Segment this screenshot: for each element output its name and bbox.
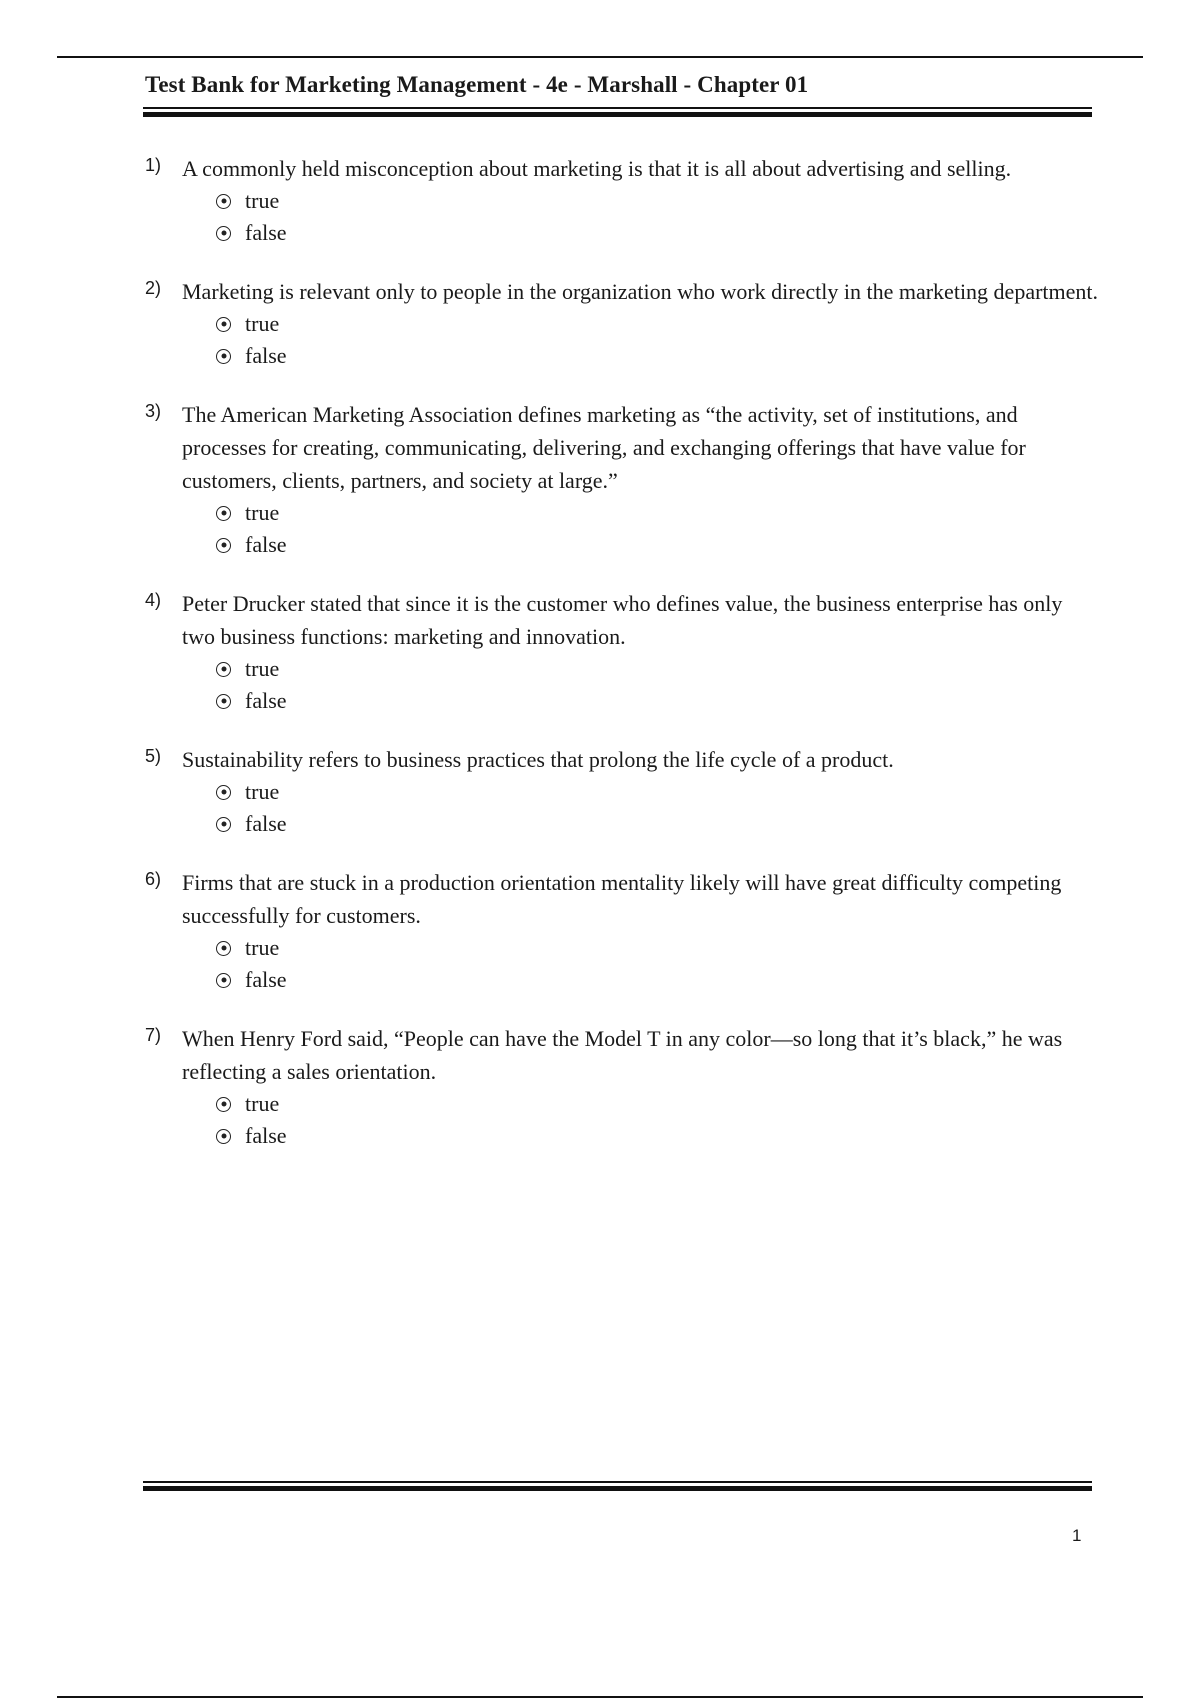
option-label: false: [245, 220, 287, 245]
answer-options: [216, 932, 1100, 996]
question-number: 1): [145, 155, 162, 175]
option-label: true: [245, 656, 280, 681]
answer-options: [216, 497, 1100, 561]
option-true[interactable]: [216, 497, 1100, 529]
radio-button-icon[interactable]: [216, 1097, 231, 1112]
option-false[interactable]: [216, 1120, 1100, 1152]
answer-options: [216, 308, 1100, 372]
question-number: 7): [145, 1025, 162, 1045]
radio-button-icon[interactable]: [216, 973, 231, 988]
question-7: [145, 1022, 1100, 1152]
option-false[interactable]: [216, 529, 1100, 561]
radio-button-icon[interactable]: [216, 226, 231, 241]
option-false[interactable]: [216, 340, 1100, 372]
question-number: 5): [145, 746, 162, 766]
radio-button-icon[interactable]: [216, 349, 231, 364]
option-true[interactable]: [216, 653, 1100, 685]
option-label: true: [245, 935, 280, 960]
option-true[interactable]: [216, 308, 1100, 340]
option-false[interactable]: [216, 217, 1100, 249]
question-4: [145, 587, 1100, 717]
question-number: 2): [145, 278, 162, 298]
question-number: 4): [145, 590, 162, 610]
answer-options: [216, 776, 1100, 840]
option-label: false: [245, 343, 287, 368]
question-1: [145, 152, 1100, 249]
question-number: 6): [145, 869, 162, 889]
question-2: [145, 275, 1100, 372]
page-number: 1: [1072, 1526, 1082, 1545]
question-5: [145, 743, 1100, 840]
radio-button-icon[interactable]: [216, 817, 231, 832]
option-label: false: [245, 688, 287, 713]
option-false[interactable]: [216, 808, 1100, 840]
option-label: true: [245, 188, 280, 213]
option-label: true: [245, 311, 280, 336]
radio-button-icon[interactable]: [216, 317, 231, 332]
question-text: Firms that are stuck in a production orientation mentality likely will have great difficulty competing successfully for customers.: [182, 870, 1062, 928]
option-true[interactable]: [216, 185, 1100, 217]
option-label: false: [245, 811, 287, 836]
radio-button-icon[interactable]: [216, 694, 231, 709]
radio-button-icon[interactable]: [216, 506, 231, 521]
question-text: A commonly held misconception about marketing is that it is all about advertising and selling.: [182, 156, 1012, 181]
question-3: [145, 398, 1100, 561]
option-false[interactable]: [216, 685, 1100, 717]
question-6: [145, 866, 1100, 996]
footer-double-rule: [143, 1481, 1092, 1492]
radio-button-icon[interactable]: [216, 785, 231, 800]
radio-button-icon[interactable]: [216, 538, 231, 553]
answer-options: [216, 1088, 1100, 1152]
answer-options: [216, 185, 1100, 249]
question-text: The American Marketing Association defines marketing as “the activity, set of institutions, and processes for creating, communicating, delivering, and exchanging offerings that have value for customers, clients, partners, and society at large.”: [182, 402, 1026, 493]
radio-button-icon[interactable]: [216, 1129, 231, 1144]
option-label: true: [245, 1091, 280, 1116]
question-text: When Henry Ford said, “People can have the Model T in any color—so long that it’s black,” he was reflecting a sales orientation.: [182, 1026, 1063, 1084]
page-title: Test Bank for Marketing Management - 4e - Marshall - Chapter 01: [145, 72, 809, 97]
option-label: true: [245, 500, 280, 525]
question-number: 3): [145, 401, 162, 421]
question-text: Peter Drucker stated that since it is the customer who defines value, the business enterprise has only two business functions: marketing and innovation.: [182, 591, 1063, 649]
option-label: false: [245, 967, 287, 992]
question-list: [145, 152, 1100, 1178]
option-label: false: [245, 1123, 287, 1148]
option-true[interactable]: [216, 776, 1100, 808]
option-true[interactable]: [216, 1088, 1100, 1120]
header-double-rule: [143, 107, 1092, 118]
radio-button-icon[interactable]: [216, 941, 231, 956]
page-top-rule: [57, 56, 1143, 58]
option-false[interactable]: [216, 964, 1100, 996]
answer-options: [216, 653, 1100, 717]
question-text: Sustainability refers to business practices that prolong the life cycle of a product.: [182, 747, 894, 772]
option-label: false: [245, 532, 287, 557]
option-label: true: [245, 779, 280, 804]
question-text: Marketing is relevant only to people in the organization who work directly in the marketing department.: [182, 279, 1099, 304]
page-bottom-rule: [57, 1696, 1143, 1698]
radio-button-icon[interactable]: [216, 662, 231, 677]
option-true[interactable]: [216, 932, 1100, 964]
radio-button-icon[interactable]: [216, 194, 231, 209]
